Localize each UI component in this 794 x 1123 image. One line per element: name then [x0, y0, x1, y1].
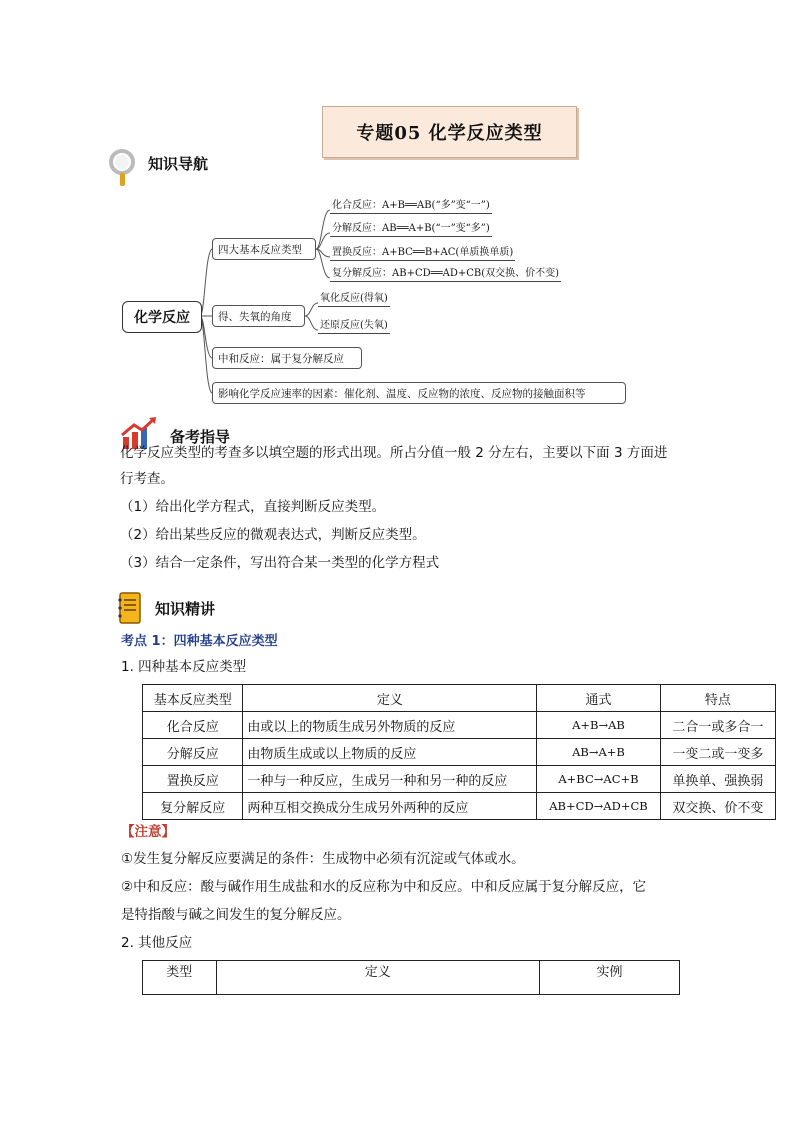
table-cell-definition: 一种与一种反应，生成另一种和另一种的反应 [243, 766, 537, 793]
page-title: 专题05 化学反应类型 [322, 106, 577, 158]
table-header-cell: 实例 [539, 961, 679, 995]
table-cell-feature: 二合一或多合一 [660, 712, 775, 739]
other-reaction-table [142, 960, 680, 995]
mindmap-branch-oxygen: 得、失氧的角度 [212, 305, 305, 327]
guide-intro-line2: 行考查。 [120, 471, 174, 487]
table-header-cell: 定义 [243, 685, 537, 712]
table-row [143, 712, 776, 739]
table-header-cell: 基本反应类型 [143, 685, 243, 712]
basic-reaction-table [142, 684, 776, 820]
table-header-row [143, 685, 776, 712]
section-guide-label: 备考指导 [170, 427, 231, 446]
table-header-cell: 定义 [216, 961, 539, 995]
table-cell-feature: 单换单、强换弱 [660, 766, 775, 793]
table-row [143, 766, 776, 793]
table-cell-definition: 由物质生成或以上物质的反应 [243, 739, 537, 766]
mindmap-leaf-oxidation: 氧化反应(得氧) [318, 291, 390, 307]
note-line-2: ②中和反应：酸与碱作用生成盐和水的反应称为中和反应。中和反应属于复分解反应，它 [121, 879, 647, 895]
guide-item-2: （2）给出某些反应的微观表达式，判断反应类型。 [120, 527, 426, 543]
section-lecture-header [117, 592, 215, 624]
table-cell-formula: AB+CD→AD+CB [537, 793, 660, 820]
table-cell-type: 分解反应 [143, 739, 243, 766]
note-line-1: ①发生复分解反应要满足的条件：生成物中必须有沉淀或气体或水。 [121, 851, 525, 867]
table-cell-type: 化合反应 [143, 712, 243, 739]
subheading-basic-types: 1. 四种基本反应类型 [121, 659, 247, 675]
kaodian-heading: 考点 1：四种基本反应类型 [121, 634, 278, 649]
table-cell-formula: A+BC→AC+B [537, 766, 660, 793]
mindmap-leaf-combination: 化合反应：A+B══AB(“多”变“一”) [330, 198, 492, 214]
guide-intro-line1: 化学反应类型的考查多以填空题的形式出现。所占分值一般 2 分左右，主要以下面 3 方面进 [120, 445, 668, 461]
table-cell-formula: AB→A+B [537, 739, 660, 766]
table-cell-type: 复分解反应 [143, 793, 243, 820]
table-cell-type: 置换反应 [143, 766, 243, 793]
table-cell-feature: 双交换、价不变 [660, 793, 775, 820]
table-header-cell: 类型 [143, 961, 217, 995]
section-nav-label: 知识导航 [148, 154, 209, 173]
section-lecture-label: 知识精讲 [155, 599, 216, 618]
mindmap-branch-neutralization: 中和反应：属于复分解反应 [212, 347, 362, 369]
mindmap-root: 化学反应 [122, 301, 202, 333]
table-header-cell: 特点 [660, 685, 775, 712]
table-row [143, 739, 776, 766]
table-row [143, 793, 776, 820]
mindmap-branch-rate: 影响化学反应速率的因素：催化剂、温度、反应物的浓度、反应物的接触面积等 [212, 382, 626, 404]
mindmap-branch-basic: 四大基本反应类型 [212, 238, 316, 260]
mindmap-leaf-reduction: 还原反应(失氧) [318, 318, 390, 334]
mindmap-leaf-displacement: 置换反应：A+BC══B+AC(单质换单质) [330, 245, 515, 261]
table-cell-definition: 两种互相交换成分生成另外两种的反应 [243, 793, 537, 820]
note-heading: 【注意】 [121, 824, 175, 840]
table-header-row [143, 961, 680, 995]
guide-item-3: （3）结合一定条件，写出符合某一类型的化学方程式 [120, 555, 440, 571]
notebook-icon [117, 592, 143, 624]
table-cell-formula: A+B→AB [537, 712, 660, 739]
table-cell-feature: 一变二或一变多 [660, 739, 775, 766]
guide-item-1: （1）给出化学方程式，直接判断反应类型。 [120, 499, 386, 515]
mindmap-leaf-decomposition: 分解反应：AB══A+B(“一”变“多”) [330, 221, 492, 237]
mindmap-leaf-double-decomposition: 复分解反应：AB+CD══AD+CB(双交换、价不变) [330, 266, 561, 282]
table-header-cell: 通式 [537, 685, 660, 712]
table-cell-definition: 由或以上的物质生成另外物质的反应 [243, 712, 537, 739]
subheading-other-reactions: 2. 其他反应 [121, 935, 193, 951]
note-line-3: 是特指酸与碱之间发生的复分解反应。 [121, 907, 351, 923]
